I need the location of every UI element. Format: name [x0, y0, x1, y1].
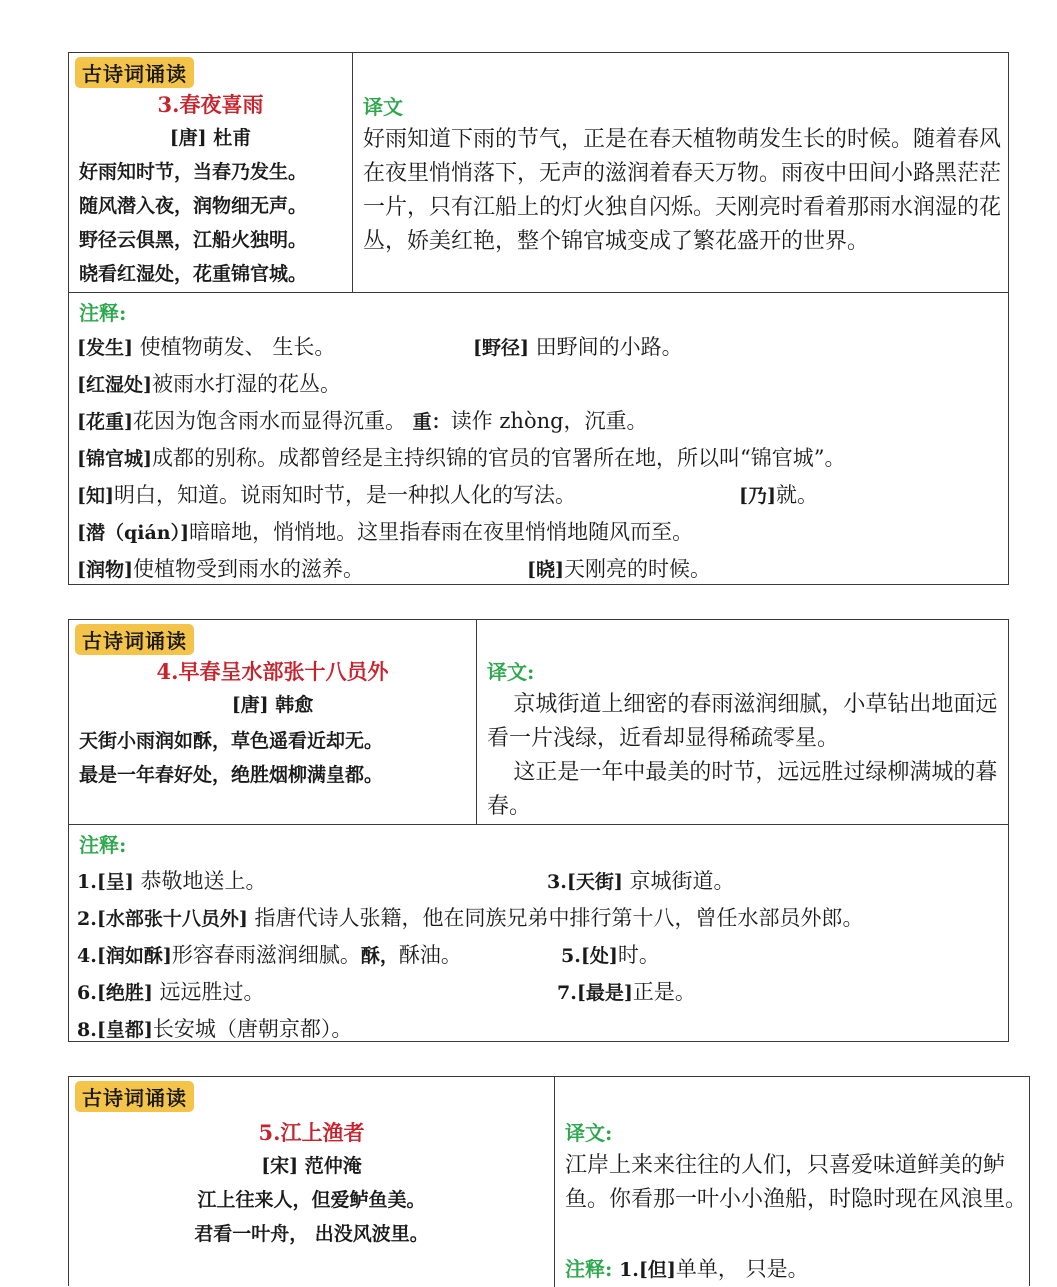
poem-card-jiangshang-yuzhe — [68, 1076, 1030, 1286]
note-item: [知]明白，知道。说雨知时节，是一种拟人化的写法。 — [77, 483, 576, 507]
note-item: [花重]花因为饱含雨水而显得沉重。 重：读作 zhòng，沉重。 — [77, 409, 648, 433]
poem-line: 君看一叶舟， 出没风波里。 — [194, 1223, 429, 1245]
poem-author: [唐] 杜甫 — [169, 127, 252, 149]
translation-paragraph: 京城街道上细密的春雨滋润细腻，小草钻出地面远看一片浅绿，近看却显得稀疏零星。 — [487, 692, 998, 751]
poem-line: 最是一年春好处，绝胜烟柳满皇都。 — [79, 764, 384, 786]
notes-label: 注释: — [565, 1257, 613, 1281]
section-tag: 古诗词诵读 — [75, 1081, 194, 1112]
note-item: [野径] 田野间的小路。 — [473, 335, 683, 359]
poem-line: 天街小雨润如酥，草色遥看近却无。 — [79, 730, 384, 752]
notes-panel — [69, 292, 1008, 584]
note-item: [晓]天刚亮的时候。 — [527, 557, 711, 581]
translation-label: 译文: — [487, 660, 535, 684]
translation-panel — [353, 53, 1008, 292]
note-item: 4.[润如酥]形容春雨滋润细腻。酥，酥油。 — [77, 943, 462, 967]
translation-panel — [477, 620, 1008, 824]
notes-panel — [69, 824, 1008, 1041]
note-item: [乃]就。 — [739, 483, 818, 507]
poem-line: 江上往来人，但爱鲈鱼美。 — [197, 1189, 426, 1211]
poem-line: 晓看红湿处，花重锦官城。 — [79, 263, 308, 285]
translation-text — [487, 688, 1007, 824]
poem-panel — [69, 620, 477, 824]
translation-label: 译文 — [363, 95, 403, 119]
translation-paragraph: 这正是一年中最美的时节，远远胜过绿柳满城的暮春。 — [487, 760, 998, 819]
note-item: 6.[绝胜] 远远胜过。 — [77, 980, 265, 1004]
note-item: 2.[水部张十八员外] 指唐代诗人张籍，他在同族兄弟中排行第十八，曾任水部员外郎。 — [77, 906, 864, 930]
notes-label: 注释: — [79, 301, 127, 325]
poem-line: 好雨知时节，当春乃发生。 — [79, 161, 308, 183]
poem-title: 4.早春呈水部张十八员外 — [156, 659, 389, 684]
section-tag: 古诗词诵读 — [75, 57, 194, 88]
poem-author: [宋] 范仲淹 — [261, 1155, 362, 1177]
poem-line: 野径云俱黑，江船火独明。 — [79, 229, 308, 251]
notes-label: 注释: — [79, 833, 127, 857]
poem-line: 随风潜入夜，润物细无声。 — [79, 195, 308, 217]
note-item: 5.[处]时。 — [561, 943, 660, 967]
note-item: [锦官城]成都的别称。成都曾经是主持织锦的官员的官署所在地，所以叫“锦官城”。 — [77, 446, 846, 470]
note-item: [红湿处]被雨水打湿的花丛。 — [77, 372, 341, 396]
note-item: 7.[最是]正是。 — [557, 980, 696, 1004]
poem-panel — [69, 53, 353, 292]
poem-card-zaochun — [68, 619, 1009, 1042]
note-item: 1.[呈] 恭敬地送上。 — [77, 869, 267, 893]
note-item: [潜（qián）]暗暗地，悄悄地。这里指春雨在夜里悄悄地随风而至。 — [77, 520, 694, 544]
translation-panel — [555, 1077, 1029, 1287]
poem-card-chunye-xiyu — [68, 52, 1009, 585]
note-item: 8.[皇都]长安城（唐朝京都）。 — [77, 1017, 353, 1041]
note-item: [发生] 使植物萌发、 生长。 — [77, 335, 336, 359]
translation-text: 好雨知道下雨的节气，正是在春天植物萌发生长的时候。随着春风在夜里悄悄落下，无声的滋润着春天万物。雨夜中田间小路黑茫茫一片，只有江船上的灯火独自闪烁。天刚亮时看着那雨水润湿的花丛，娇美红艳，整个锦官城变成了繁花盛开的世界。 — [363, 127, 1002, 254]
note-item: 3.[天街] 京城街道。 — [547, 869, 735, 893]
poem-title: 5.江上渔者 — [258, 1120, 365, 1145]
note-item: 注释: 1.[但]单单， 只是。 — [565, 1257, 809, 1281]
translation-label: 译文: — [565, 1121, 613, 1145]
note-item: [润物]使植物受到雨水的滋养。 — [77, 557, 364, 581]
translation-text: 江岸上来来往往的人们，只喜爱味道鲜美的鲈鱼。你看那一叶小小渔船，时隐时现在风浪里。 — [565, 1153, 1028, 1212]
poem-panel — [69, 1077, 555, 1287]
section-tag: 古诗词诵读 — [75, 624, 194, 655]
poem-title: 3.春夜喜雨 — [157, 92, 264, 117]
poem-author: [唐] 韩愈 — [231, 694, 314, 716]
